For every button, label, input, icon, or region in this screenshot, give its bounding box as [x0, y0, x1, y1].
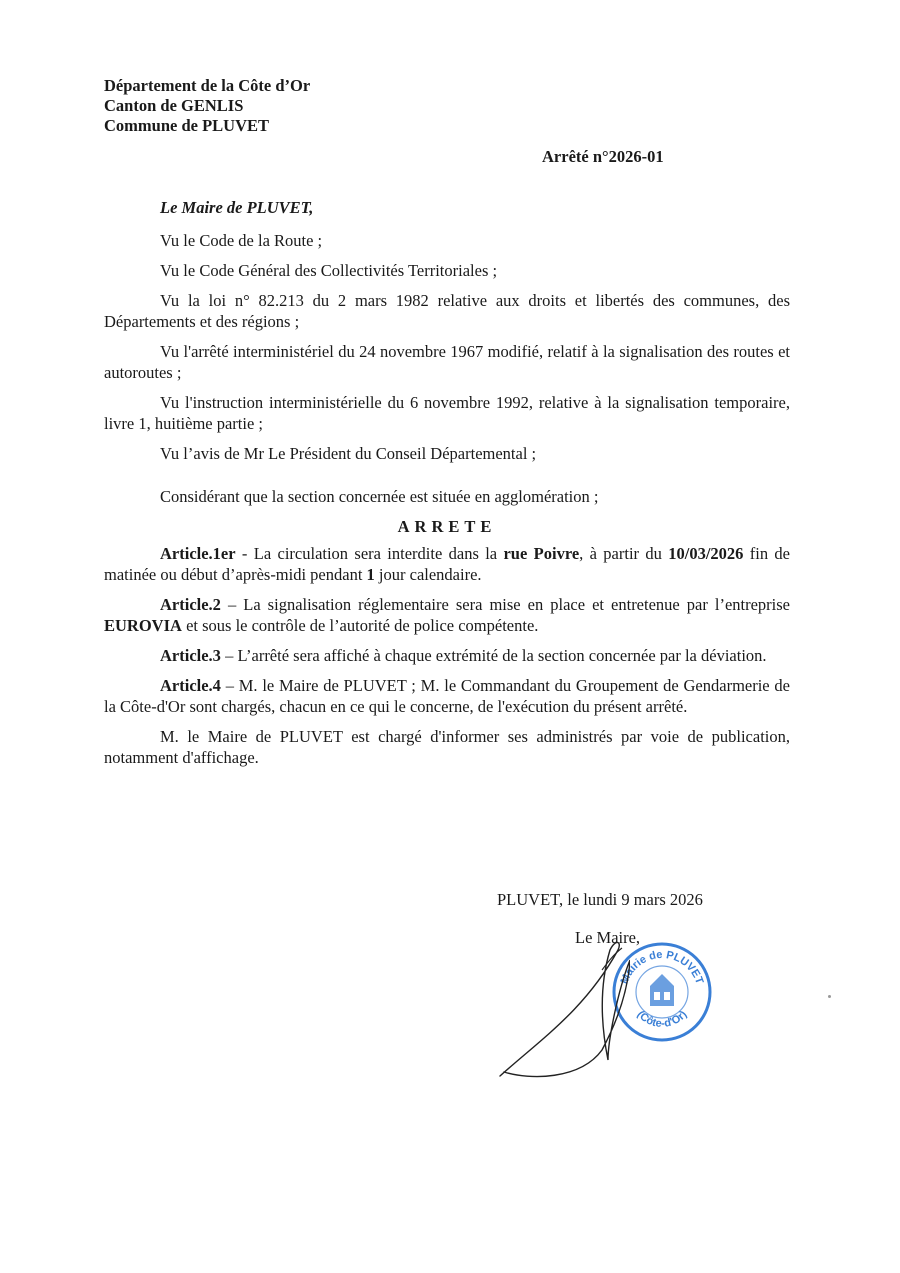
letterhead: [104, 76, 310, 136]
considerant-paragraph: Considérant que la section concernée est située en agglomération ;: [160, 487, 599, 506]
arrete-heading: ARRETE: [397, 517, 497, 536]
article-1: Article.1er - La circulation sera interdite dans la rue Poivre, à partir du 10/03/2026 fin de matinée ou début d’après-midi pendant 1 jour calendaire.: [104, 544, 790, 584]
stamp-emblem-icon: [650, 974, 674, 1006]
mayor-signature: [490, 930, 630, 1090]
signer-title: Le Maire,: [575, 928, 641, 947]
place-and-date: PLUVET, le lundi 9 mars 2026: [497, 890, 703, 909]
company-name: EUROVIA: [104, 616, 182, 635]
vu-paragraph: Vu le Code Général des Collectivités Territoriales ;: [160, 261, 498, 280]
article-2-label: Article.2: [160, 595, 221, 614]
vu-paragraph: Vu la loi n° 82.213 du 2 mars 1982 relative aux droits et libertés des communes, des Départements et des régions ;: [104, 291, 790, 331]
commune-line: Commune de PLUVET: [104, 116, 270, 135]
arrete-number: Arrêté n°2026-01: [542, 147, 664, 166]
stamp-bottom-text: (Côte-d'Or): [634, 1008, 690, 1030]
stamp-top-text: Mairie de PLUVET: [618, 948, 706, 986]
article-2: Article.2 – La signalisation réglementaire sera mise en place et entretenue par l’entreprise EUROVIA et sous le contrôle de l’autorité de police compétente.: [104, 595, 790, 635]
article-3-label: Article.3: [160, 646, 221, 665]
street-name: rue Poivre: [503, 544, 580, 563]
canton-line: Canton de GENLIS: [104, 96, 244, 115]
svg-text:(Côte-d'Or): [635, 1008, 690, 1030]
closure-date: 10/03/2026: [668, 544, 744, 563]
closure-days: 1: [366, 565, 375, 584]
vu-paragraph: Vu l’avis de Mr Le Président du Conseil Départemental ;: [160, 444, 537, 463]
closing-paragraph: M. le Maire de PLUVET est chargé d'informer ses administrés par voie de publication, notamment d'affichage.: [104, 727, 790, 767]
vu-paragraph: Vu l'arrêté interministériel du 24 novembre 1967 modifié, relatif à la signalisation des routes et autoroutes ;: [104, 342, 790, 382]
vu-paragraph: Vu l'instruction interministérielle du 6 novembre 1992, relative à la signalisation temporaire, livre 1, huitième partie ;: [104, 393, 790, 433]
article-4: Article.4 – M. le Maire de PLUVET ; M. le Commandant du Groupement de Gendarmerie de la Côte-d'Or sont chargés, chacun en ce qui le concerne, de l'exécution du présent arrêté.: [104, 676, 790, 716]
department-line: Département de la Côte d’Or: [104, 76, 311, 95]
article-1-label: Article.1er: [160, 544, 236, 563]
article-4-label: Article.4: [160, 676, 221, 695]
maire-title: Le Maire de PLUVET,: [160, 198, 314, 217]
document-body: [104, 197, 790, 777]
article-3: Article.3 – L’arrêté sera affiché à chaque extrémité de la section concernée par la déviation.: [160, 646, 767, 665]
scan-speck: [828, 995, 831, 998]
vu-paragraph: Vu le Code de la Route ;: [160, 231, 323, 250]
